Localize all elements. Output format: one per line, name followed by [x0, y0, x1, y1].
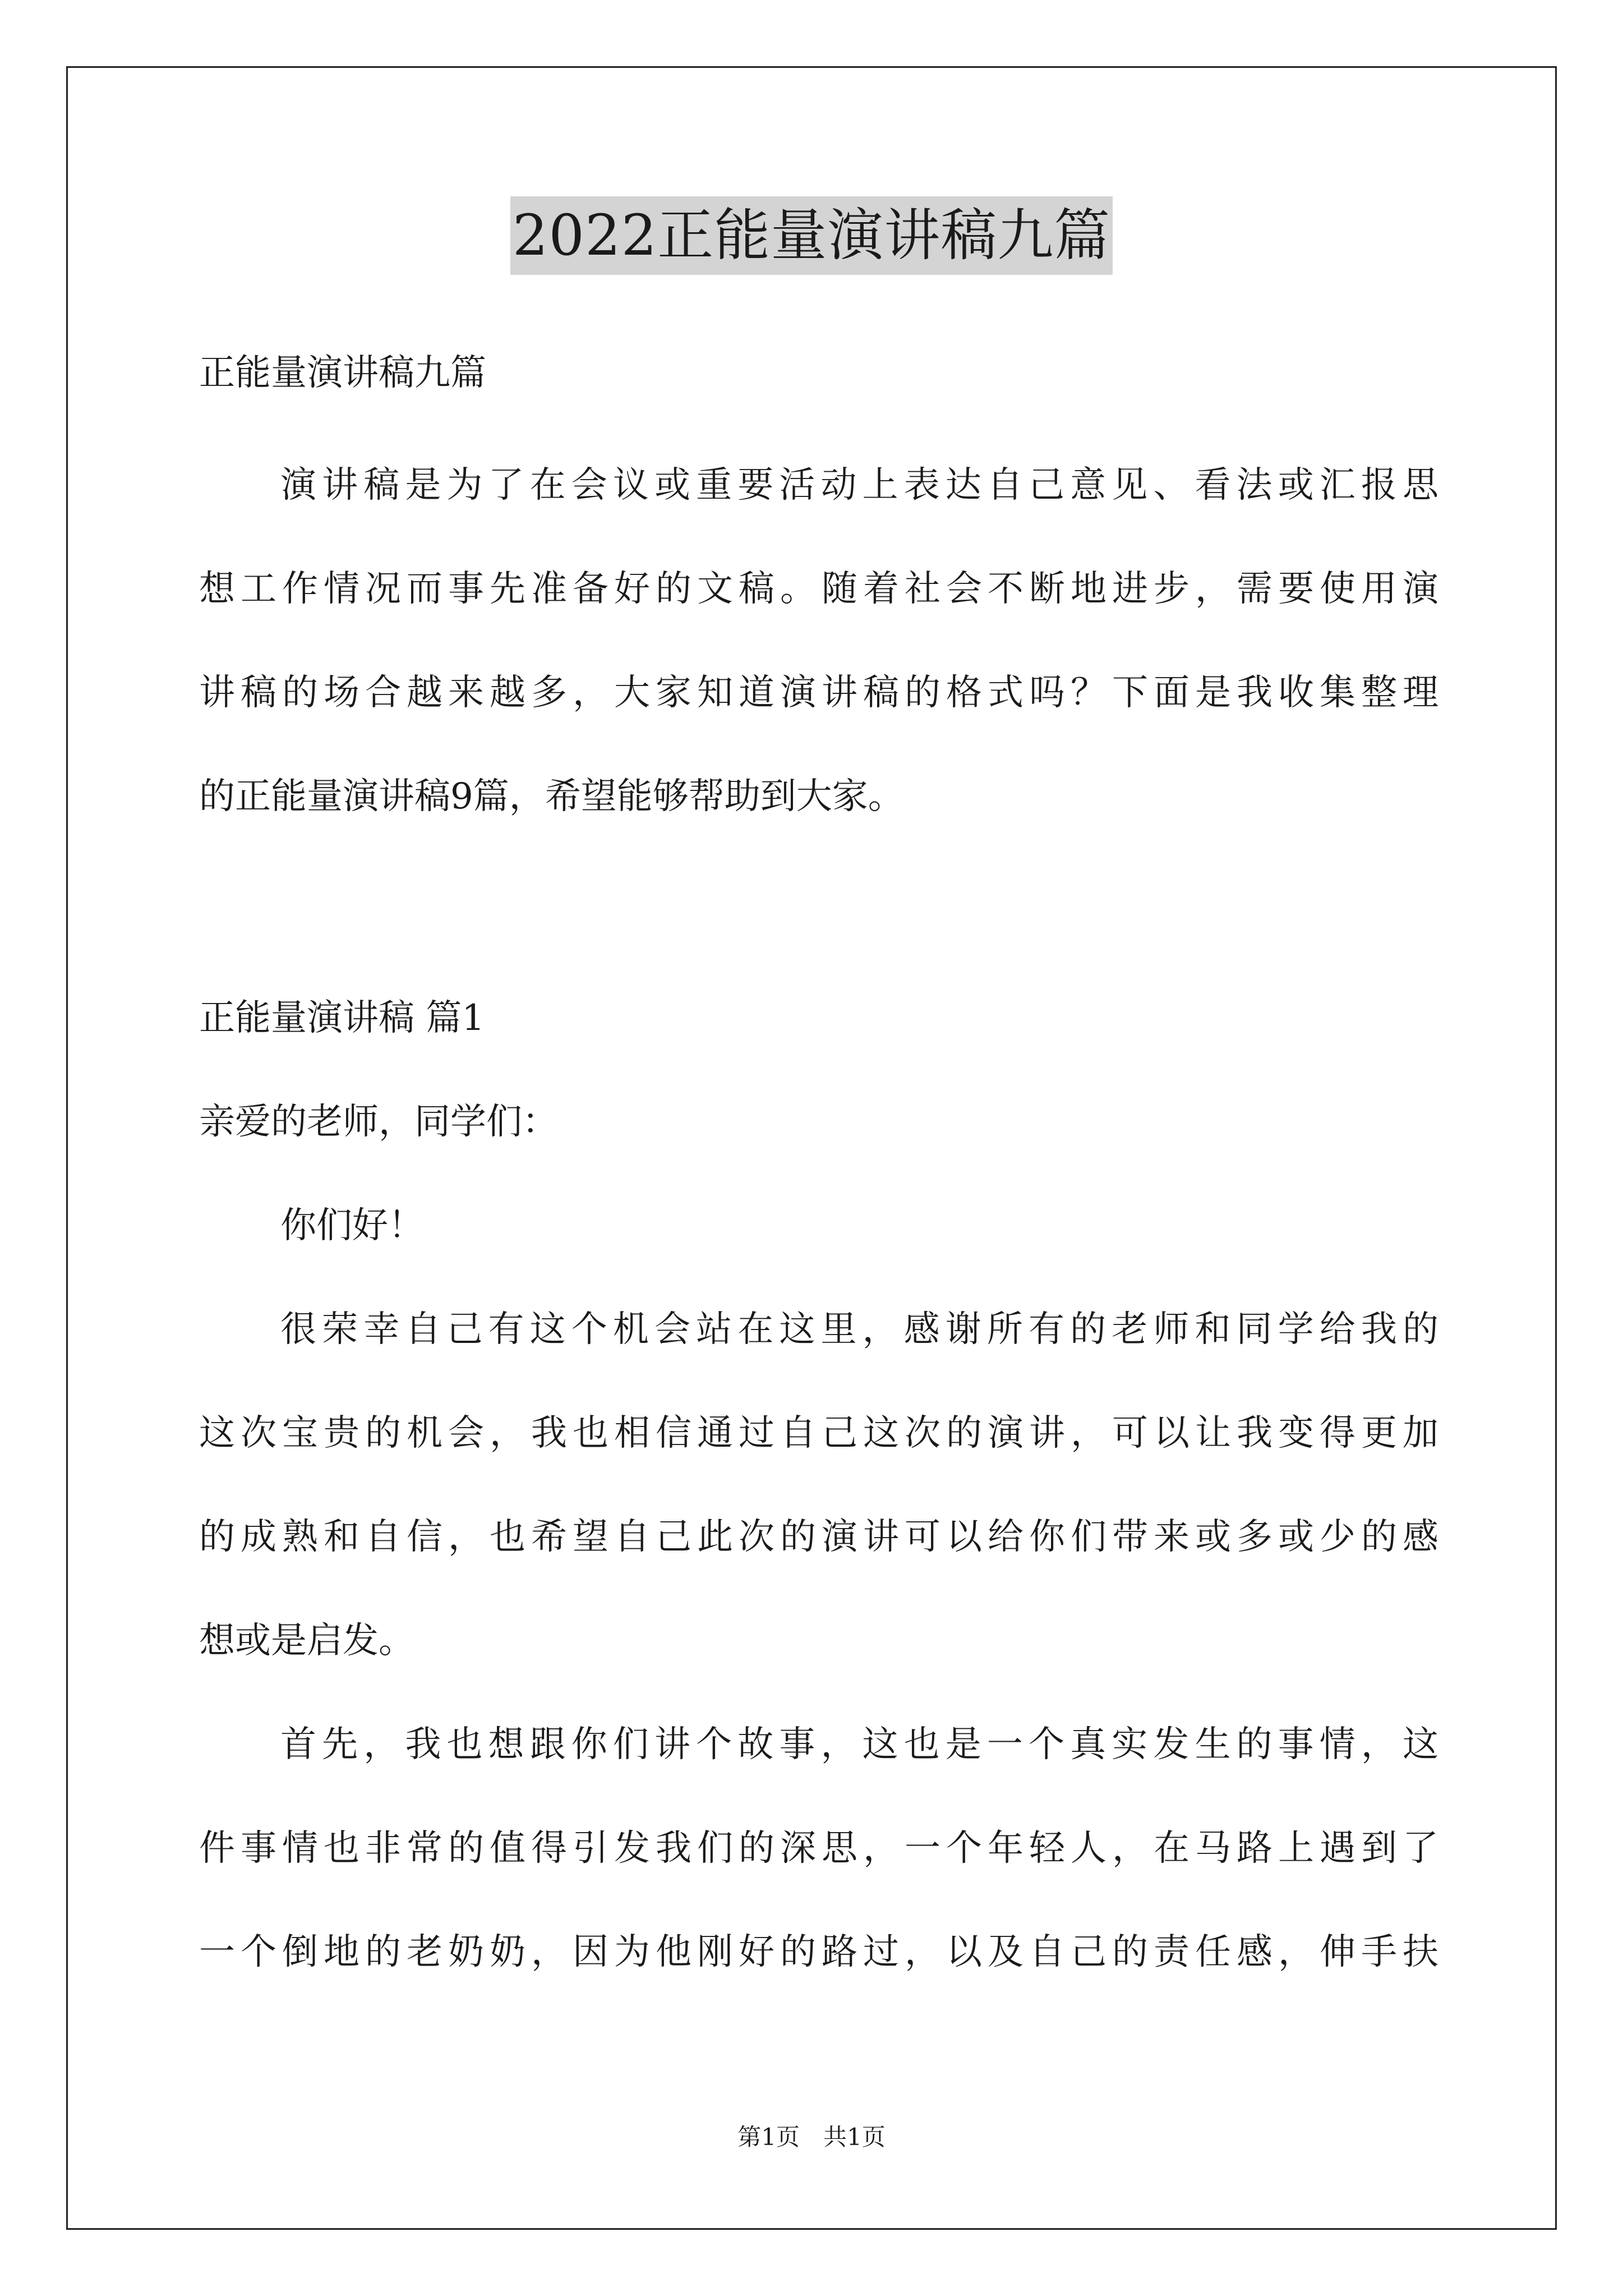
page-footer: 第1页 共1页 — [737, 2123, 886, 2151]
greeting: 你们好！ — [280, 1205, 424, 1246]
document-title: 2022正能量演讲稿九篇 — [510, 196, 1113, 275]
section-heading: 正能量演讲稿 篇1 — [199, 997, 485, 1039]
salutation: 亲爱的老师，同学们： — [199, 1101, 558, 1143]
intro-line: 讲稿的场合越来越多，大家知道演讲稿的格式吗？下面是我收集整理 — [199, 672, 1438, 714]
paragraph-line: 很荣幸自己有这个机会站在这里，感谢所有的老师和同学给我的 — [280, 1309, 1438, 1350]
paragraph-line: 一个倒地的老奶奶，因为他刚好的路过，以及自己的责任感，伸手扶 — [199, 1931, 1438, 1973]
subtitle: 正能量演讲稿九篇 — [199, 352, 486, 394]
paragraph-line: 件事情也非常的值得引发我们的深思，一个年轻人，在马路上遇到了 — [199, 1828, 1438, 1869]
intro-line: 演讲稿是为了在会议或重要活动上表达自己意见、看法或汇报思 — [280, 464, 1438, 506]
paragraph-line: 首先，我也想跟你们讲个故事，这也是一个真实发生的事情，这 — [280, 1724, 1438, 1765]
intro-line: 的正能量演讲稿9篇，希望能够帮助到大家。 — [199, 776, 904, 817]
document-title-block — [0, 196, 1623, 275]
paragraph-line: 这次宝贵的机会，我也相信通过自己这次的演讲，可以让我变得更加 — [199, 1412, 1438, 1454]
intro-line: 想工作情况而事先准备好的文稿。随着社会不断地进步，需要使用演 — [199, 568, 1438, 610]
paragraph-line: 的成熟和自信，也希望自己此次的演讲可以给你们带来或多或少的感 — [199, 1516, 1438, 1558]
paragraph-line: 想或是启发。 — [199, 1620, 414, 1662]
